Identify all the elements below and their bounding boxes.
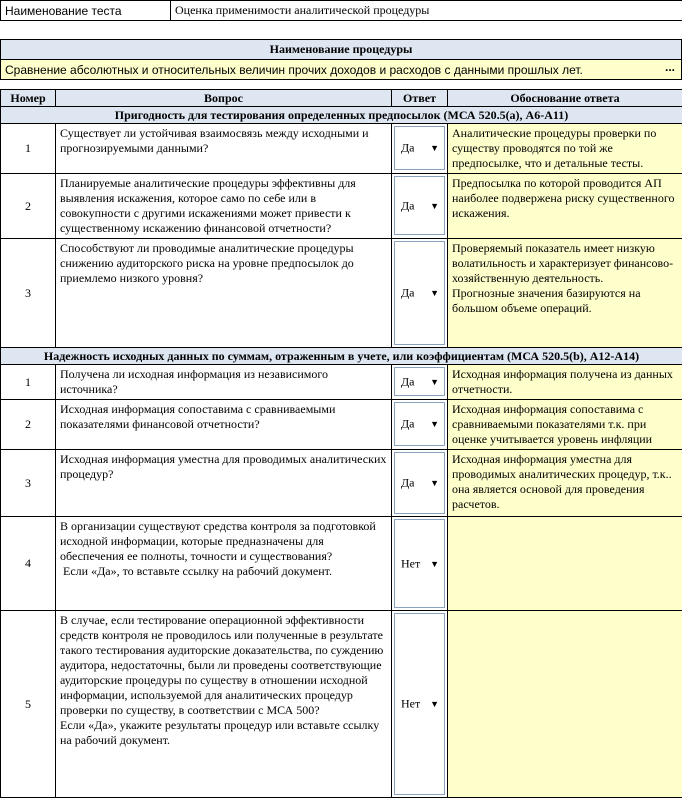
table-row (1, 450, 682, 517)
row-justification-extra: Прогнозные значения базируются на большом объеме операций. (452, 286, 678, 316)
row-question: Получена ли исходная информация из независимого источника? (56, 365, 392, 400)
answer-dropdown[interactable]: Да ▼ (394, 367, 445, 396)
table-row (1, 400, 682, 450)
chevron-down-icon: ▼ (430, 143, 439, 153)
row-justification[interactable]: Исходная информация уместна для проводимых аналитических процедур, т.к.. она является основой для проведения расчетов. (448, 450, 682, 517)
col-number-header: Номер (1, 90, 56, 107)
row-question: В организации существуют средства контроля за подготовкой исходной информации, которые предназначены для обеспечения ее полноты, точности и существования? (60, 519, 387, 564)
table-row (1, 365, 682, 400)
questions-table (0, 89, 682, 798)
table-row (1, 239, 682, 348)
row-question: Способствуют ли проводимые аналитические процедуры снижению аудиторского риска на уровне предпосылок до приемлемо низкого уровня? (56, 239, 392, 348)
section-title: Надежность исходных данных по суммам, отраженным в учете, или коэффициентам (МСА 520.5(b), A12-A14) (1, 348, 682, 365)
row-question: Существует ли устойчивая взаимосвязь между исходными и прогнозируемыми данными? (56, 124, 392, 174)
answer-dropdown[interactable]: Нет ▼ (394, 519, 445, 608)
row-justification[interactable] (448, 517, 682, 611)
row-number: 3 (1, 450, 56, 517)
answer-cell (392, 174, 448, 239)
row-justification[interactable]: Исходная информация сопоставима с сравниваемыми показателями т.к. при оценке учитывается уровень инфляции (448, 400, 682, 450)
row-justification[interactable]: Предпосылка по которой проводится АП наиболее подвержена риску существенного искажения. (448, 174, 682, 239)
table-row (1, 517, 682, 611)
answer-dropdown[interactable]: Да ▼ (394, 126, 445, 170)
procedure-text: Сравнение абсолютных и относительных величин прочих доходов и расходов с данными прошлых лет. (5, 63, 583, 77)
chevron-down-icon: ▼ (430, 419, 439, 429)
row-question-note: Если «Да», укажите результаты процедур или вставьте ссылку на рабочий документ. (60, 718, 387, 748)
answer-cell (392, 365, 448, 400)
answer-dropdown[interactable]: Да ▼ (394, 176, 445, 235)
row-question: Планируемые аналитические процедуры эффективны для выявления искажения, которое само по себе или в совокупности с другими искажениями может привести к существенному искажению финансовой отчетности? (56, 174, 392, 239)
row-justification[interactable] (448, 611, 682, 798)
answer-cell (392, 611, 448, 798)
test-name-label: Наименование теста (1, 1, 171, 21)
row-justification: Проверяемый показатель имеет низкую волатильность и характеризует финансово- хозяйственную деятельность. (452, 241, 678, 286)
row-justification[interactable]: Аналитические процедуры проверки по существу проводятся по той же предпосылке, что и детальные тесты. (448, 124, 682, 174)
more-icon[interactable]: ... (665, 60, 675, 74)
procedure-table (0, 39, 682, 80)
section-title: Пригодность для тестирования определенных предпосылок (МСА 520.5(a), A6-A11) (1, 107, 682, 124)
answer-cell (392, 450, 448, 517)
chevron-down-icon: ▼ (430, 288, 439, 298)
table-row (1, 611, 682, 798)
row-question-cell (56, 517, 392, 611)
chevron-down-icon: ▼ (430, 478, 439, 488)
row-justification[interactable]: Исходная информация получена из данных отчетности. (448, 365, 682, 400)
answer-cell (392, 400, 448, 450)
row-number: 1 (1, 124, 56, 174)
row-question-cell (56, 611, 392, 798)
answer-dropdown[interactable]: Да ▼ (394, 402, 445, 446)
table-row (1, 124, 682, 174)
answer-cell (392, 239, 448, 348)
row-number: 3 (1, 239, 56, 348)
answer-cell (392, 517, 448, 611)
row-question: В случае, если тестирование операционной эффективности средств контроля не проводилось или полученные в результате такого тестирования аудиторские доказательства, по суждению аудитора, недостаточны, были ли проведены соответствующие аудиторские процедуры по существу в отношении исходной информации, используемой для аналитических процедур проверки по существу, в соответствии с МСА 500? (60, 613, 387, 718)
row-number: 2 (1, 400, 56, 450)
procedure-header: Наименование процедуры (1, 40, 682, 60)
row-number: 2 (1, 174, 56, 239)
row-question: Исходная информация уместна для проводимых аналитических процедур? (56, 450, 392, 517)
col-answer-header: Ответ (392, 90, 448, 107)
chevron-down-icon: ▼ (430, 559, 439, 569)
answer-dropdown[interactable]: Да ▼ (394, 452, 445, 514)
row-question-note: Если «Да», то вставьте ссылку на рабочий документ. (60, 564, 387, 579)
row-number: 5 (1, 611, 56, 798)
row-number: 1 (1, 365, 56, 400)
answer-dropdown[interactable]: Нет ▼ (394, 613, 445, 795)
chevron-down-icon: ▼ (430, 377, 439, 387)
chevron-down-icon: ▼ (430, 201, 439, 211)
col-question-header: Вопрос (56, 90, 392, 107)
row-question: Исходная информация сопоставима с сравниваемыми показателями финансовой отчетности? (56, 400, 392, 450)
test-name-value[interactable]: Оценка применимости аналитической процедуры (171, 1, 682, 21)
procedure-text-cell[interactable] (1, 60, 682, 80)
table-row (1, 174, 682, 239)
chevron-down-icon: ▼ (430, 699, 439, 709)
answer-cell (392, 124, 448, 174)
row-number: 4 (1, 517, 56, 611)
row-justification-cell[interactable] (448, 239, 682, 348)
answer-dropdown[interactable]: Да ▼ (394, 241, 445, 345)
test-name-table (0, 0, 682, 21)
col-justification-header: Обоснование ответа (448, 90, 682, 107)
